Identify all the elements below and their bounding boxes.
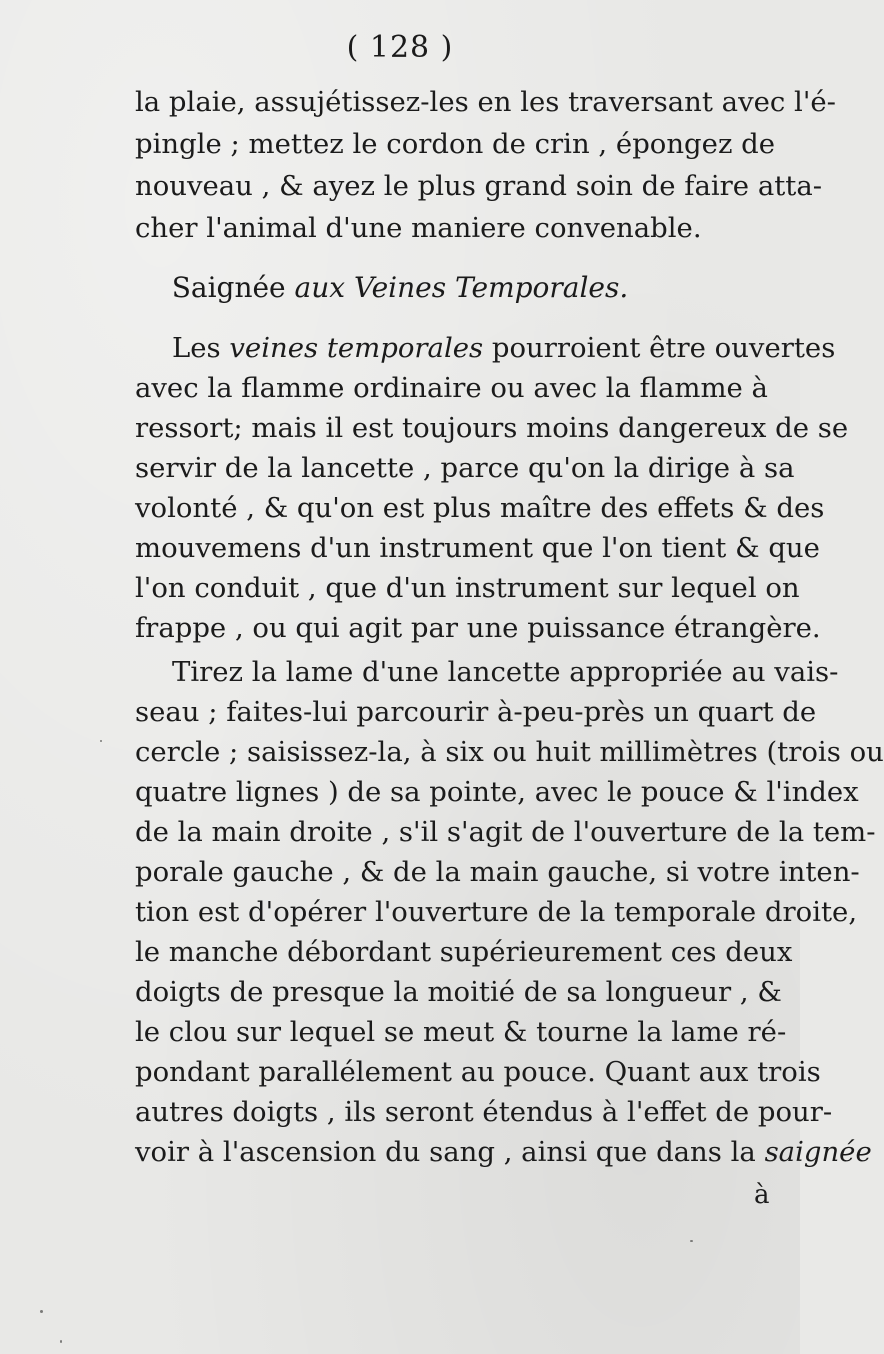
text-line: nouveau , & ayez le plus grand soin de faire atta-	[135, 170, 823, 202]
paper-speck	[60, 1340, 62, 1343]
text-line: pondant parallélement au pouce. Quant aux trois	[135, 1056, 821, 1088]
text-line: volonté , & qu'on est plus maître des effets & des	[135, 492, 825, 524]
paper-speck	[100, 740, 102, 742]
paragraph-first-line: Tirez la lame d'une lancette appropriée au vais-	[172, 656, 839, 688]
text-run: pourroient être ouvertes	[483, 332, 836, 364]
text-run: voir à l'ascension du sang , ainsi que dans la	[135, 1136, 765, 1168]
text-line: seau ; faites-lui parcourir à-peu-près un quart de	[135, 696, 817, 728]
italic-term: saignée	[764, 1136, 872, 1168]
text-line: quatre lignes ) de sa pointe, avec le pouce & l'index	[135, 776, 859, 808]
heading-italic: aux Veines Temporales.	[294, 271, 629, 304]
text-line: mouvemens d'un instrument que l'on tient & que	[135, 532, 820, 564]
heading-prefix: Saignée	[171, 271, 295, 304]
section-heading	[0, 268, 800, 308]
text-line: doigts de presque la moitié de sa longueur , &	[135, 976, 782, 1008]
text-line: avec la flamme ordinaire ou avec la flamme à	[135, 372, 768, 404]
text-line: le manche débordant supérieurement ces deux	[135, 936, 793, 968]
text-line: l'on conduit , que d'un instrument sur lequel on	[135, 572, 800, 604]
text-line: ressort; mais il est toujours moins dangereux de se	[135, 412, 849, 444]
text-line: frappe , ou qui agit par une puissance étrangère.	[135, 612, 821, 644]
paragraph-first-line	[172, 328, 836, 368]
text-line: servir de la lancette , parce qu'on la dirige à sa	[135, 452, 795, 484]
text-run: Les	[172, 332, 230, 364]
text-line	[135, 1132, 872, 1172]
page-number: ( 128 )	[346, 30, 454, 65]
text-line: cercle ; saisissez-la, à six ou huit millimètres (trois ou	[135, 736, 884, 768]
text-line: autres doigts , ils seront étendus à l'effet de pour-	[135, 1096, 833, 1128]
text-line: tion est d'opérer l'ouverture de la temporale droite,	[135, 896, 858, 928]
italic-term: veines temporales	[229, 332, 484, 364]
paper-speck	[40, 1310, 43, 1313]
paper-speck	[690, 1240, 693, 1242]
text-line: pingle ; mettez le cordon de crin , épongez de	[135, 128, 776, 160]
text-line: de la main droite , s'il s'agit de l'ouverture de la tem-	[135, 816, 876, 848]
catchword: à	[754, 1180, 770, 1210]
text-line: le clou sur lequel se meut & tourne la lame ré-	[135, 1016, 787, 1048]
text-line: la plaie, assujétissez-les en les traversant avec l'é-	[135, 86, 836, 118]
text-line: porale gauche , & de la main gauche, si votre inten-	[135, 856, 860, 888]
text-line: cher l'animal d'une maniere convenable.	[135, 212, 702, 244]
